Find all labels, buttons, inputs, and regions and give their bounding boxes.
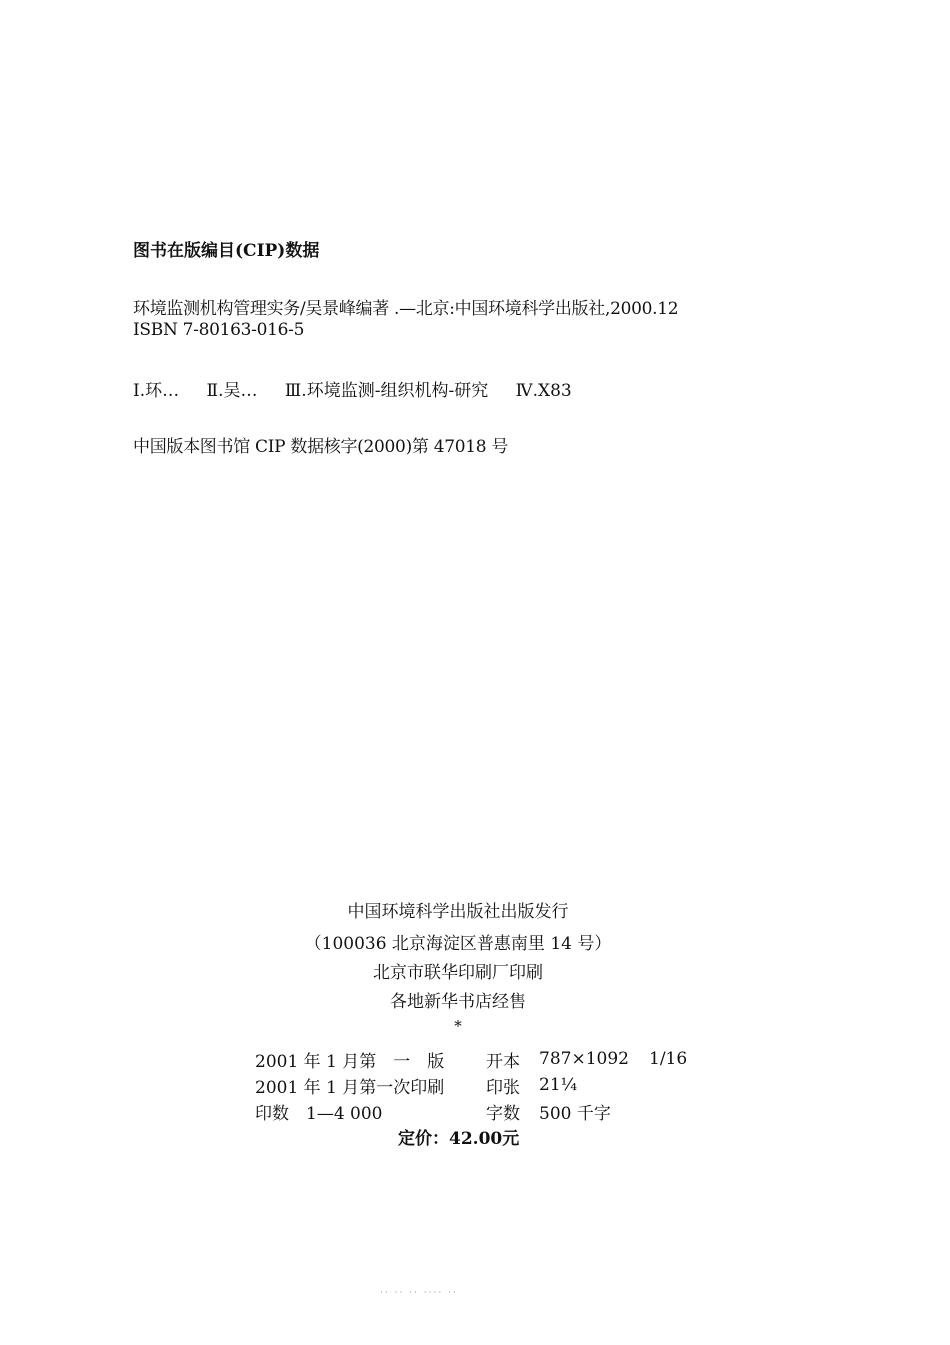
publisher-name: 中国环境科学出版社出版发行 — [347, 902, 569, 922]
cip-heading: 图书在版编目(CIP)数据 — [133, 241, 320, 261]
printer: 北京市联华印刷厂印刷 — [373, 963, 543, 983]
classification-line — [133, 376, 572, 401]
publisher-address: （100036 北京海淀区普惠南里 14 号） — [304, 934, 612, 954]
spec-key: 开本 — [486, 1051, 520, 1072]
classification-item: Ⅳ.X83 — [515, 381, 572, 401]
spec-extra — [649, 1072, 709, 1098]
spec-extra — [649, 1098, 709, 1124]
edition-info: 2001 年 1 月第 一 版 — [255, 1051, 445, 1072]
spec-key: 印张 — [486, 1077, 520, 1098]
classification-item: Ⅱ.吴… — [206, 381, 258, 401]
separator-star: * — [454, 1017, 462, 1035]
cip-record-line: 环境监测机构管理实务/吴景峰编著 .—北京:中国环境科学出版社,2000.12 — [133, 299, 679, 319]
spec-row — [255, 1046, 709, 1072]
classification-item: Ⅰ.环… — [133, 381, 180, 401]
spec-key: 字数 — [486, 1103, 520, 1124]
spec-value: 21¼ — [539, 1075, 578, 1095]
price: 定价：42.00元 — [398, 1129, 520, 1149]
spec-extra: 1/16 — [649, 1049, 688, 1069]
footer-mark: ·· ·· ·· ···· ·· — [380, 1288, 458, 1298]
classification-item: Ⅲ.环境监测-组织机构-研究 — [284, 381, 489, 401]
spec-row — [255, 1098, 709, 1124]
distributor: 各地新华书店经售 — [390, 992, 526, 1012]
specs-table — [255, 1046, 709, 1124]
library-record: 中国版本图书馆 CIP 数据核字(2000)第 47018 号 — [133, 437, 509, 457]
spec-value: 500 千字 — [539, 1103, 611, 1124]
printing-info: 2001 年 1 月第一次印刷 — [255, 1077, 445, 1098]
spec-row — [255, 1072, 709, 1098]
print-run: 印数 1—4 000 — [255, 1103, 383, 1124]
spec-value: 787×1092 — [539, 1049, 629, 1069]
isbn: ISBN 7-80163-016-5 — [133, 320, 305, 340]
